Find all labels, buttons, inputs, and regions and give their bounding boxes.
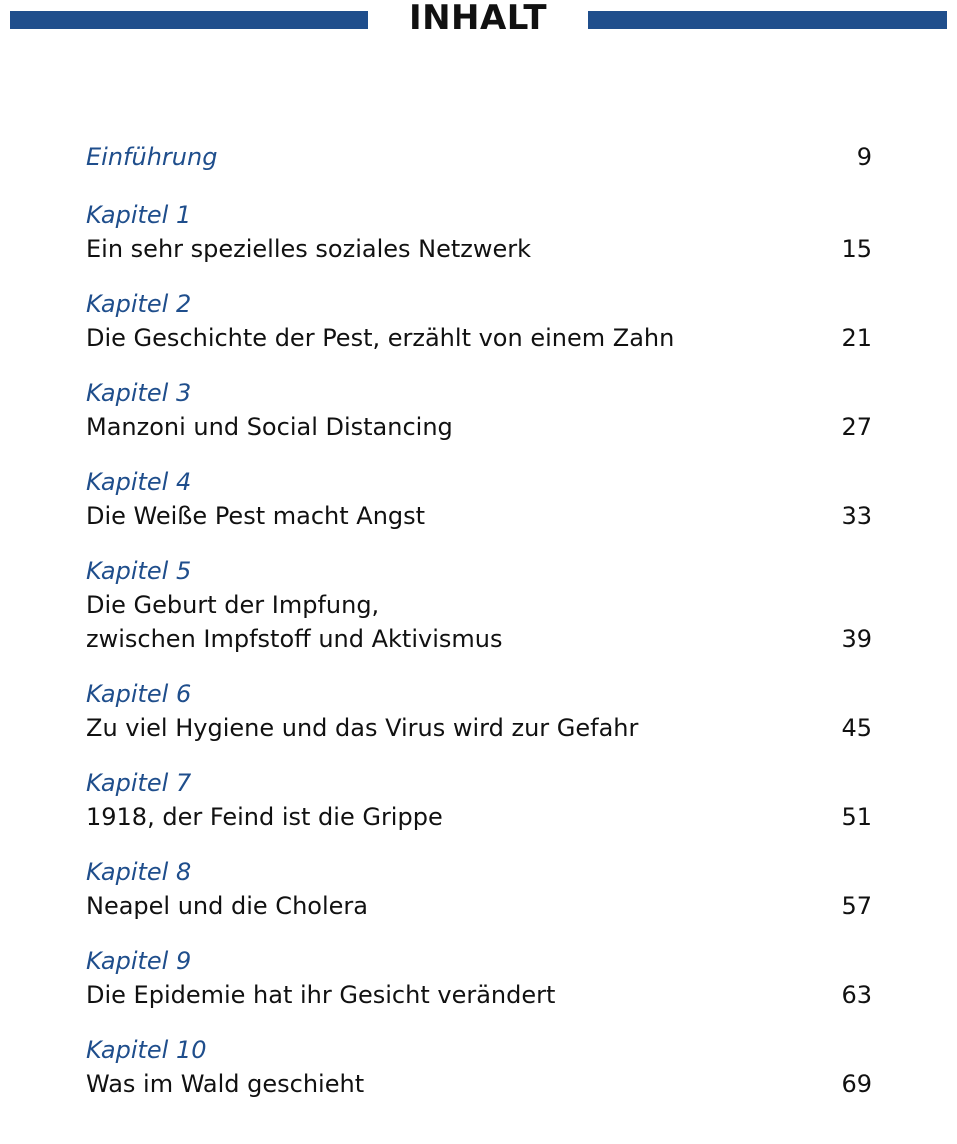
table-of-contents [86,140,872,1122]
toc-chapter-label: Kapitel 8 [86,858,192,886]
toc-chapter-label: Kapitel 9 [86,947,192,975]
toc-chapter-title: Neapel und die Cholera [86,892,368,920]
toc-chapter-label: Kapitel 10 [86,1036,207,1064]
toc-page-number: 39 [841,625,872,653]
toc-entry-chapter-7 [86,766,872,834]
page-header [0,0,957,40]
toc-chapter-label: Kapitel 2 [86,290,192,318]
toc-chapter-label: Kapitel 6 [86,680,192,708]
toc-page-number: 15 [841,235,872,263]
toc-chapter-label: Kapitel 5 [86,557,192,585]
toc-chapter-title: Die Weiße Pest macht Angst [86,502,426,530]
toc-chapter-title: Die Epidemie hat ihr Gesicht verändert [86,981,556,1009]
toc-entry-chapter-1 [86,198,872,266]
header-bar-right [588,11,947,29]
toc-entry-chapter-6 [86,677,872,745]
toc-entry-chapter-8 [86,855,872,923]
toc-page-number: 69 [841,1070,872,1098]
toc-entry-chapter-2 [86,287,872,355]
toc-page-number: 51 [841,803,872,831]
toc-chapter-title: Zu viel Hygiene und das Virus wird zur Gefahr [86,714,639,742]
toc-chapter-label: Kapitel 1 [86,201,192,229]
toc-entry-intro [86,140,872,174]
toc-chapter-title-line-1: Die Geburt der Impfung, [86,591,380,619]
toc-entry-chapter-5 [86,554,872,656]
toc-chapter-label: Kapitel 3 [86,379,192,407]
toc-chapter-title: Was im Wald geschieht [86,1070,365,1098]
toc-chapter-title: 1918, der Feind ist die Grippe [86,803,443,831]
toc-chapter-title-line-2: zwischen Impfstoff und Aktivismus [86,625,503,653]
toc-chapter-title: Die Geschichte der Pest, erzählt von einem Zahn [86,324,675,352]
toc-entry-chapter-3 [86,376,872,444]
toc-entry-chapter-4 [86,465,872,533]
toc-entry-chapter-9 [86,944,872,1012]
toc-intro-label: Einführung [86,143,218,171]
toc-page-number: 21 [841,324,872,352]
toc-page-number: 63 [841,981,872,1009]
toc-chapter-label: Kapitel 4 [86,468,192,496]
header-bar-left [10,11,368,29]
page-title: INHALT [408,0,548,38]
toc-chapter-title: Ein sehr spezielles soziales Netzwerk [86,235,532,263]
toc-entry-chapter-10 [86,1033,872,1101]
toc-page-number: 27 [841,413,872,441]
toc-page-number: 57 [841,892,872,920]
toc-page-number: 45 [841,714,872,742]
toc-chapter-title: Manzoni und Social Distancing [86,413,453,441]
toc-page-number: 33 [841,502,872,530]
toc-chapter-label: Kapitel 7 [86,769,192,797]
toc-page-number: 9 [856,143,872,171]
